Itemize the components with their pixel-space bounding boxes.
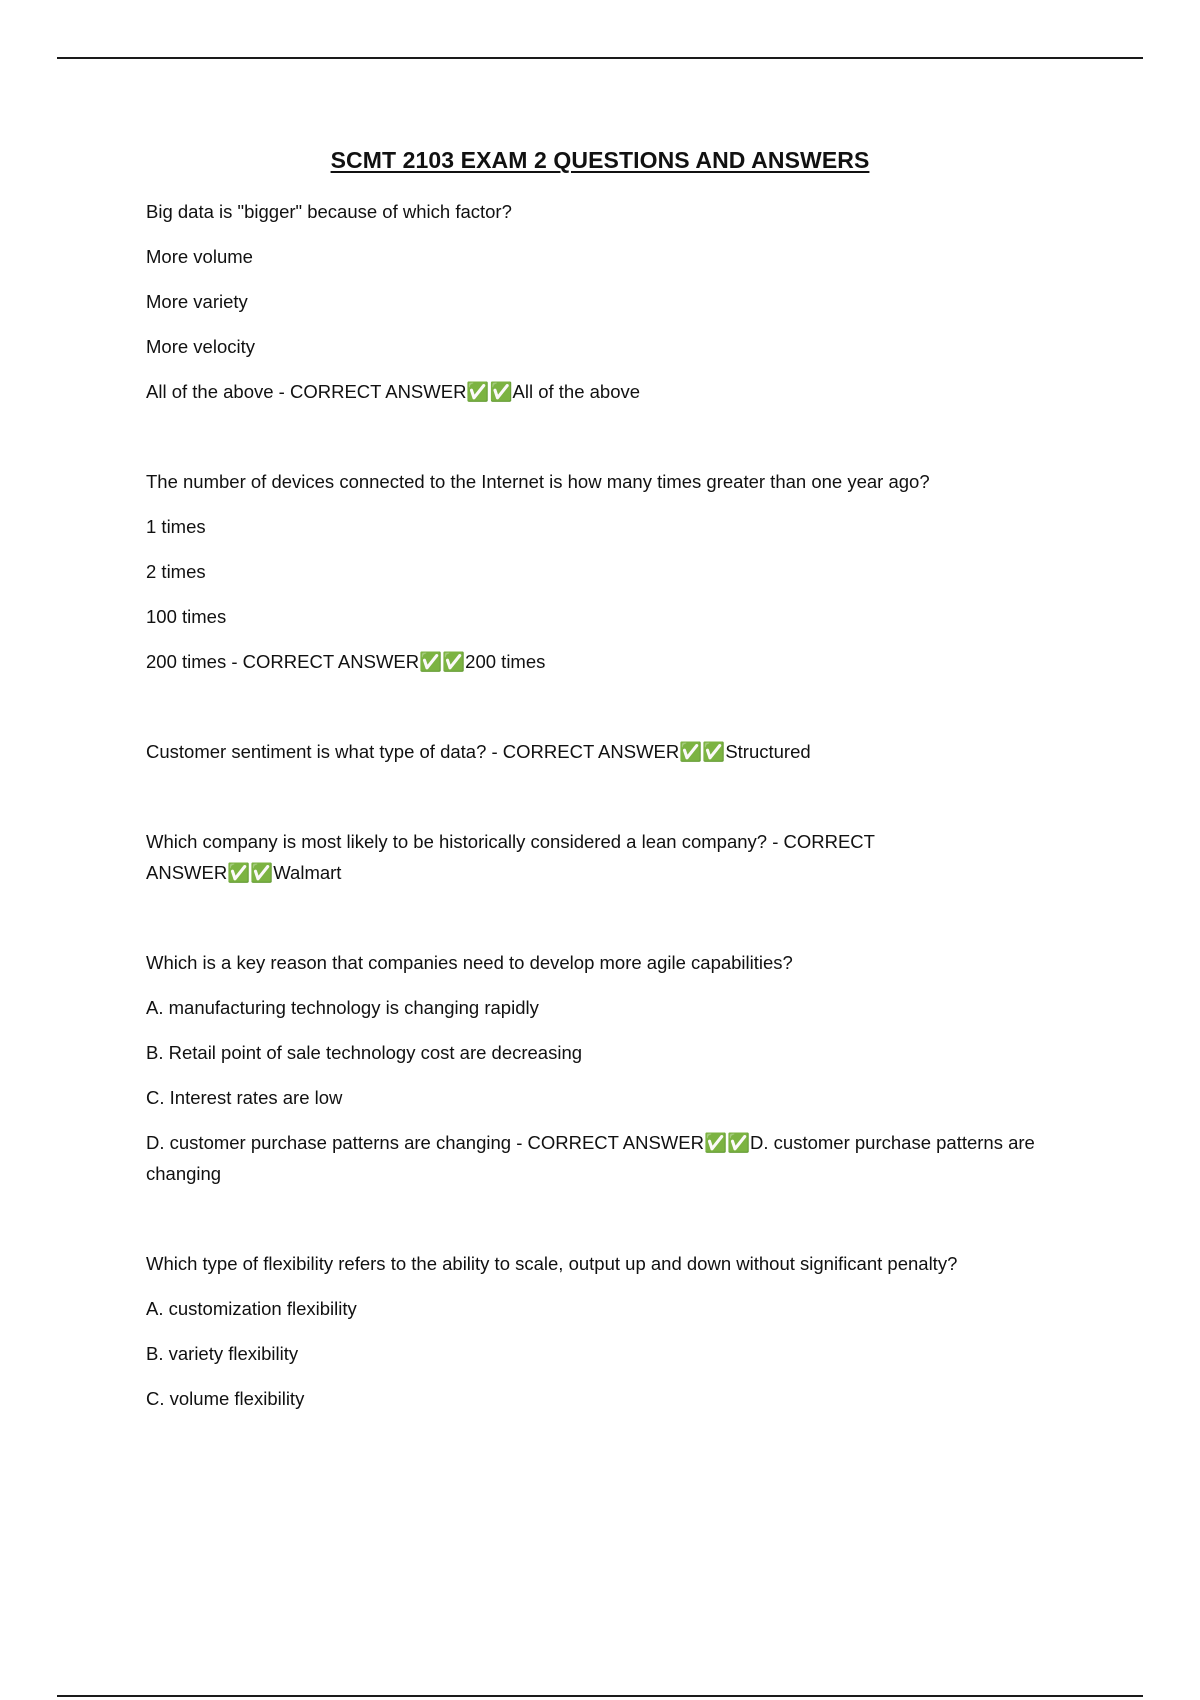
- block-spacer: [146, 1203, 1106, 1248]
- answer-option: C. Interest rates are low: [146, 1087, 343, 1108]
- block-spacer: [146, 781, 1106, 826]
- question-block-4: [146, 826, 1106, 888]
- question-block-6: [146, 1248, 1106, 1414]
- question-with-answer: Which company is most likely to be historically considered a lean company? - CORRECT ANSWER✅✅Walmart: [146, 831, 875, 883]
- answer-option: 100 times: [146, 606, 227, 627]
- document-body: [146, 196, 1106, 1428]
- answer-option: A. customization flexibility: [146, 1298, 357, 1319]
- answer-option-correct: All of the above - CORRECT ANSWER✅✅All of the above: [146, 381, 641, 402]
- document-title: SCMT 2103 EXAM 2 QUESTIONS AND ANSWERS: [330, 147, 870, 173]
- block-spacer: [146, 421, 1106, 466]
- answer-option: B. Retail point of sale technology cost are decreasing: [146, 1042, 583, 1063]
- question-text: Which type of flexibility refers to the ability to scale, output up and down without significant penalty?: [146, 1253, 958, 1274]
- question-block-1: [146, 196, 1106, 407]
- answer-option: More variety: [146, 291, 248, 312]
- block-spacer: [146, 902, 1106, 947]
- answer-option: 1 times: [146, 516, 206, 537]
- answer-option: More volume: [146, 246, 253, 267]
- question-with-answer: Customer sentiment is what type of data? - CORRECT ANSWER✅✅Structured: [146, 741, 811, 762]
- question-text: The number of devices connected to the Internet is how many times greater than one year ago?: [146, 471, 930, 492]
- answer-option-correct: D. customer purchase patterns are changing - CORRECT ANSWER✅✅D. customer purchase patterns are changing: [146, 1132, 1035, 1184]
- block-spacer: [146, 691, 1106, 736]
- answer-option: B. variety flexibility: [146, 1343, 299, 1364]
- question-text: Which is a key reason that companies need to develop more agile capabilities?: [146, 952, 793, 973]
- answer-option: More velocity: [146, 336, 255, 357]
- answer-option-correct: 200 times - CORRECT ANSWER✅✅200 times: [146, 651, 546, 672]
- answer-option: A. manufacturing technology is changing rapidly: [146, 997, 539, 1018]
- question-block-2: [146, 466, 1106, 677]
- header-rule: [57, 57, 1143, 59]
- question-text: Big data is "bigger" because of which factor?: [146, 201, 512, 222]
- question-block-3: [146, 736, 1106, 767]
- question-block-5: [146, 947, 1106, 1189]
- answer-option: C. volume flexibility: [146, 1388, 305, 1409]
- answer-option: 2 times: [146, 561, 206, 582]
- footer-rule: [57, 1695, 1143, 1697]
